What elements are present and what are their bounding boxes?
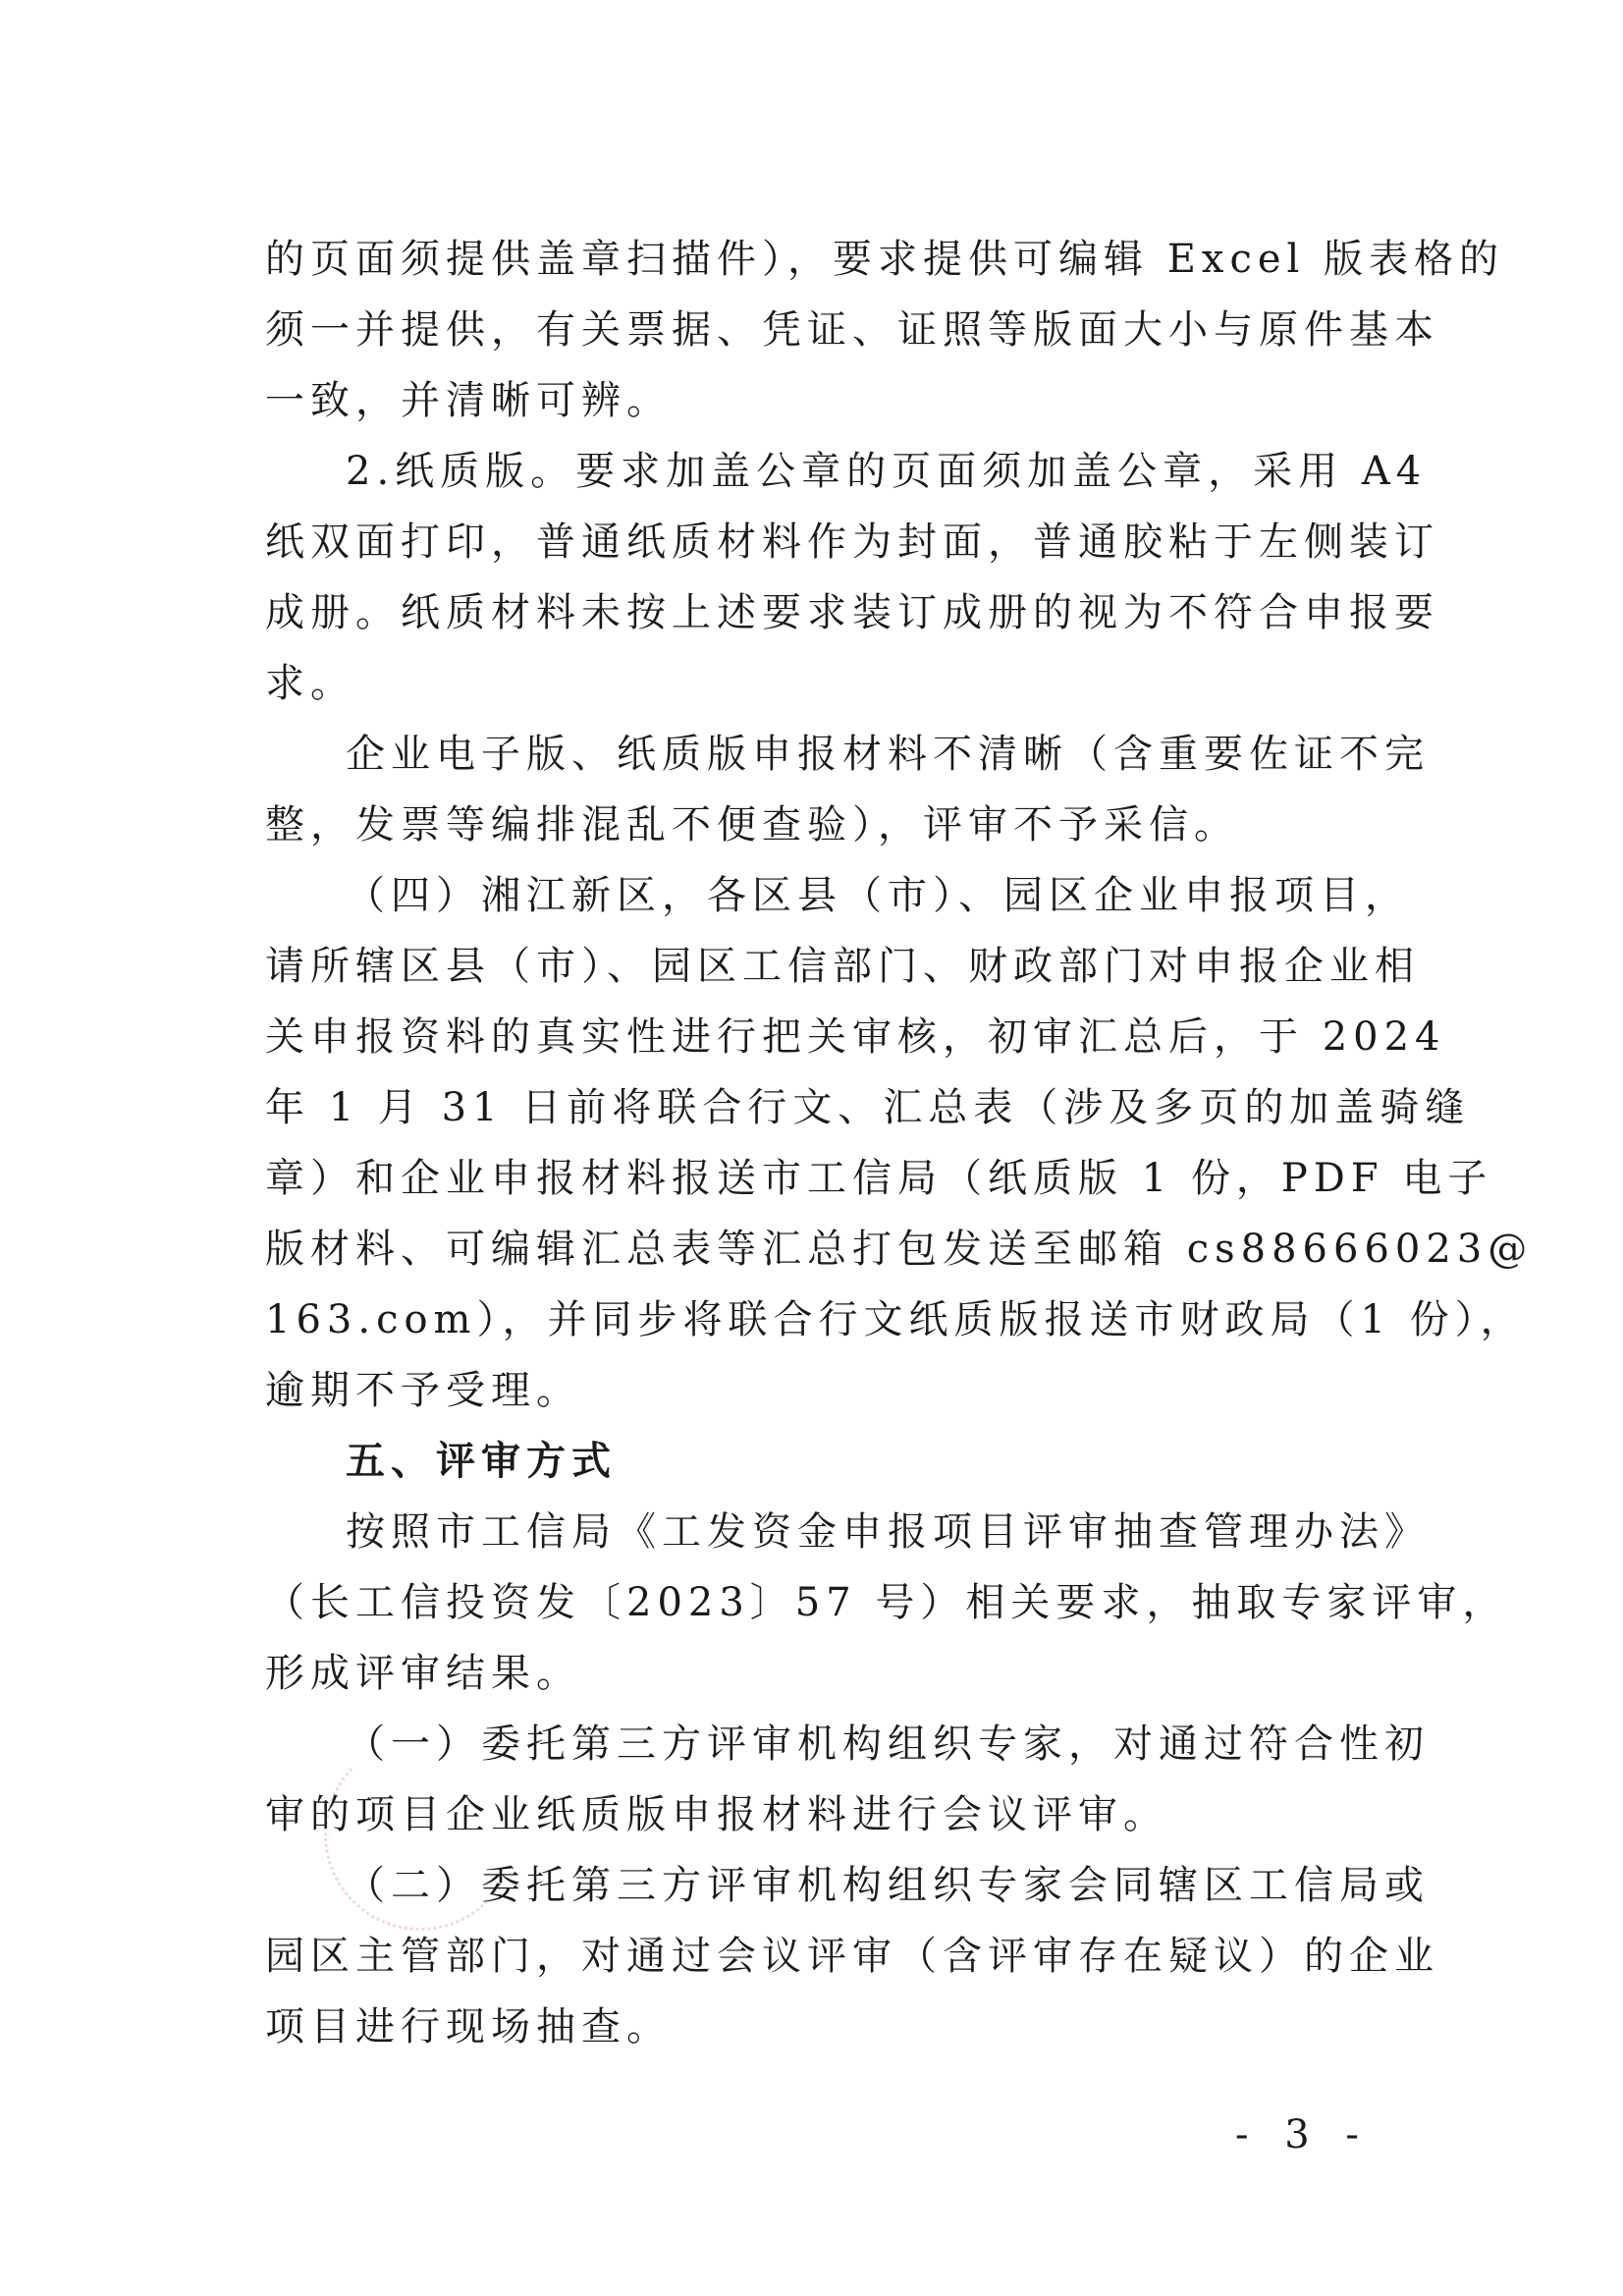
body-line-23: 审的项目企业纸质版申报材料进行会议评审。 — [265, 1792, 1168, 1837]
body-line-20: （长工信投资发〔2023〕57 号）相关要求，抽取专家评审， — [265, 1580, 1508, 1625]
body-line-15: 版材料、可编辑汇总表等汇总打包发送至邮箱 cs88666023@ — [265, 1227, 1534, 1272]
body-line-16: 163.com），并同步将联合行文纸质版报送市财政局（1 份）， — [265, 1297, 1526, 1342]
body-line-25: 园区主管部门，对通过会议评审（含评审存在疑议）的企业 — [265, 1934, 1439, 1979]
body-line-17: 逾期不予受理。 — [265, 1368, 581, 1413]
body-line-9: 整，发票等编排混乱不便查验），评审不予采信。 — [265, 802, 1239, 847]
body-line-11: 请所辖区县（市）、园区工信部门、财政部门对申报企业相 — [265, 944, 1420, 989]
body-line-26: 项目进行现场抽查。 — [265, 2004, 672, 2050]
body-line-6: 成册。纸质材料未按上述要求装订成册的视为不符合申报要 — [265, 590, 1439, 635]
body-line-21: 形成评审结果。 — [265, 1651, 581, 1696]
body-line-14: 章）和企业申报材料报送市工信局（纸质版 1 份，PDF 电子 — [265, 1156, 1493, 1201]
body-line-2: 须一并提供，有关票据、凭证、证照等版面大小与原件基本 — [265, 307, 1439, 353]
paragraph-section-four-line-1: （四）湘江新区，各区县（市）、园区企业申报项目， — [346, 873, 1410, 918]
body-line-12: 关申报资料的真实性进行把关审核，初审汇总后，于 2024 — [265, 1014, 1446, 1060]
paragraph-review-method-line-1: 按照市工信局《工发资金申报项目评审抽查管理办法》 — [346, 1509, 1430, 1555]
body-line-3: 一致，并清晰可辨。 — [265, 378, 672, 423]
page-number: - 3 - — [1235, 2112, 1371, 2158]
section-heading-review-method: 五、评审方式 — [346, 1439, 617, 1484]
body-line-7: 求。 — [265, 661, 355, 706]
body-line-13: 年 1 月 31 日前将联合行文、汇总表（涉及多页的加盖骑缝 — [265, 1085, 1471, 1130]
paragraph-item-one-line-1: （一）委托第三方评审机构组织专家，对通过符合性初 — [346, 1722, 1430, 1767]
paragraph-paper-version-line-1: 2.纸质版。要求加盖公章的页面须加盖公章，采用 A4 — [346, 449, 1428, 494]
paragraph-clarity-line-1: 企业电子版、纸质版申报材料不清晰（含重要佐证不完 — [346, 732, 1430, 777]
body-line-5: 纸双面打印，普通纸质材料作为封面，普通胶粘于左侧装订 — [265, 519, 1439, 565]
body-line-1: 的页面须提供盖章扫描件），要求提供可编辑 Excel 版表格的 — [265, 237, 1505, 282]
paragraph-item-two-line-1: （二）委托第三方评审机构组织专家会同辖区工信局或 — [346, 1863, 1430, 1908]
